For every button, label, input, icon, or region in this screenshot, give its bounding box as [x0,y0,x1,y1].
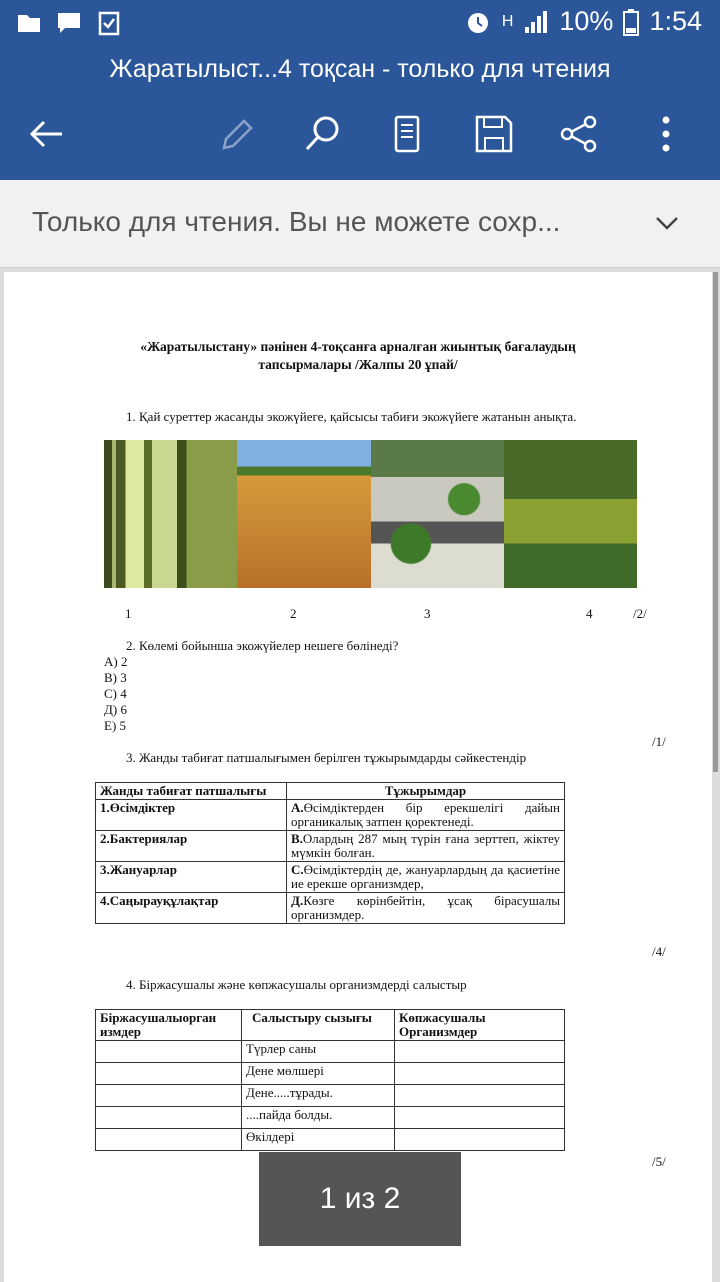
question-2-options [104,654,127,734]
back-button[interactable] [20,108,72,160]
kingdom-cell: 3.Жануарлар [96,862,287,893]
t3-header-1: Жанды табиғат патшалығы [96,783,287,800]
comparison-table [95,1009,565,1151]
option-b: В) 3 [104,670,127,685]
empty-cell [395,1085,565,1107]
statement-text: Олардың 287 мың түрін ғана зерттеп, жіктеу мүмкін болған. [291,831,560,860]
toolbar [0,108,720,160]
clipboard-check-icon [96,10,122,36]
empty-cell [96,1085,242,1107]
criterion-cell: Өкілдері [242,1129,395,1151]
option-d: Д) 6 [104,702,127,717]
more-icon [646,114,686,154]
empty-cell [395,1041,565,1063]
question-2-score: /1/ [652,734,666,749]
image-label-1: 1 [125,606,132,621]
share-button[interactable] [553,108,605,160]
document-title: Жаратылыст...4 тоқсан - только для чтения [109,55,611,83]
edit-button[interactable] [210,108,262,160]
battery-icon [623,8,639,36]
wheat-field-image [237,440,370,588]
more-button[interactable] [640,108,692,160]
t4-header-3: Көпжасушалы Организмдер [395,1010,565,1041]
question-2: 2. Көлемі бойынша экожүйелер нешеге бөлінеді? [126,638,399,653]
pencil-icon [216,114,256,154]
statement-cell [287,862,565,893]
question-1-score: /2/ [633,606,647,621]
folder-icon [16,10,42,36]
app-bar [0,0,720,180]
statement-text: Өсімдіктерден бір ерекшелігі дайын органикалық затпен қоректенеді. [291,800,560,829]
statement-cell [287,831,565,862]
save-button[interactable] [468,108,520,160]
kingdoms-table [95,782,565,924]
question-3-score: /4/ [652,944,666,959]
criterion-cell: Дене.....тұрады. [242,1085,395,1107]
question-4-score: /5/ [652,1154,666,1169]
table-row [96,800,565,831]
empty-cell [96,1107,242,1129]
statement-text: Өсімдіктердің де, жануарлардың да қасиетіне ие ерекше организмдер, [291,862,560,891]
empty-cell [395,1063,565,1085]
chevron-down-icon[interactable] [654,210,680,236]
ecosystem-images [104,440,637,588]
heading-line-1: «Жаратылыстану» пәнінен 4-тоқсанға арналған жиынтық бағалаудың [140,339,576,354]
image-label-3: 3 [424,606,431,621]
reading-mode-icon [387,114,427,154]
search-icon [302,114,342,154]
heading-line-2: тапсырмалары /Жалпы 20 ұпай/ [258,357,458,372]
battery-percent: 10% [559,6,614,36]
table-row [96,893,565,924]
question-1: 1. Қай суреттер жасанды экожүйеге, қайсысы табиғи экожүйеге жатанын анықта. [126,409,577,424]
statement-letter: А. [291,800,304,815]
table-row [96,1063,565,1085]
statement-letter: Д. [291,893,304,908]
table-row [96,1129,565,1151]
save-icon [474,114,514,154]
option-a: А) 2 [104,654,128,669]
status-bar [0,0,720,48]
criterion-cell: Дене мөлшері [242,1063,395,1085]
read-only-banner[interactable] [0,180,720,268]
t4-header-2: Салыстыру сызығы [242,1010,395,1041]
option-e: Е) 5 [104,718,127,733]
empty-cell [96,1041,242,1063]
document-page[interactable] [4,272,712,1282]
forest-image [104,440,237,588]
option-c: С) 4 [104,686,127,701]
wetland-image [504,440,637,588]
message-icon [56,10,82,36]
table-row [96,1041,565,1063]
table-row [96,1085,565,1107]
image-label-4: 4 [586,606,593,621]
share-icon [559,114,599,154]
question-3: 3. Жанды табиғат патшалығымен берілген тұжырымдарды сәйкестендір [126,750,527,765]
empty-cell [395,1129,565,1151]
criterion-cell: ....пайда болды. [242,1107,395,1129]
kingdom-cell: 1.Өсімдіктер [96,800,287,831]
statement-letter: С. [291,862,304,877]
clock: 1:54 [649,6,702,36]
statement-letter: В. [291,831,303,846]
table-row [96,831,565,862]
table-row [96,862,565,893]
search-button[interactable] [296,108,348,160]
criterion-cell: Түрлер саны [242,1041,395,1063]
network-type: H [501,12,514,30]
document-heading [4,338,712,374]
empty-cell [395,1107,565,1129]
kingdom-cell: 4.Саңырауқұлақтар [96,893,287,924]
back-arrow-icon [26,114,66,154]
statement-cell [287,800,565,831]
reading-mode-button[interactable] [381,108,433,160]
empty-cell [96,1129,242,1151]
alarm-icon [464,8,492,36]
read-only-message: Только для чтения. Вы не можете сохр... [32,206,561,237]
garden-image [371,440,504,588]
image-label-2: 2 [290,606,297,621]
empty-cell [96,1063,242,1085]
statement-cell [287,893,565,924]
page-indicator: 1 из 2 [259,1152,461,1246]
t4-header-1: Біржасушалыорган измдер [96,1010,242,1041]
signal-icon [523,9,549,35]
kingdom-cell: 2.Бактериялар [96,831,287,862]
t3-header-2: Тұжырымдар [287,783,565,800]
question-4: 4. Біржасушалы және көпжасушалы организмдерді салыстыр [126,977,467,992]
scrollbar[interactable] [713,272,718,772]
table-row [96,1107,565,1129]
statement-text: Көзге көрінбейтін, ұсақ бірасушалы организмдер. [291,893,560,922]
